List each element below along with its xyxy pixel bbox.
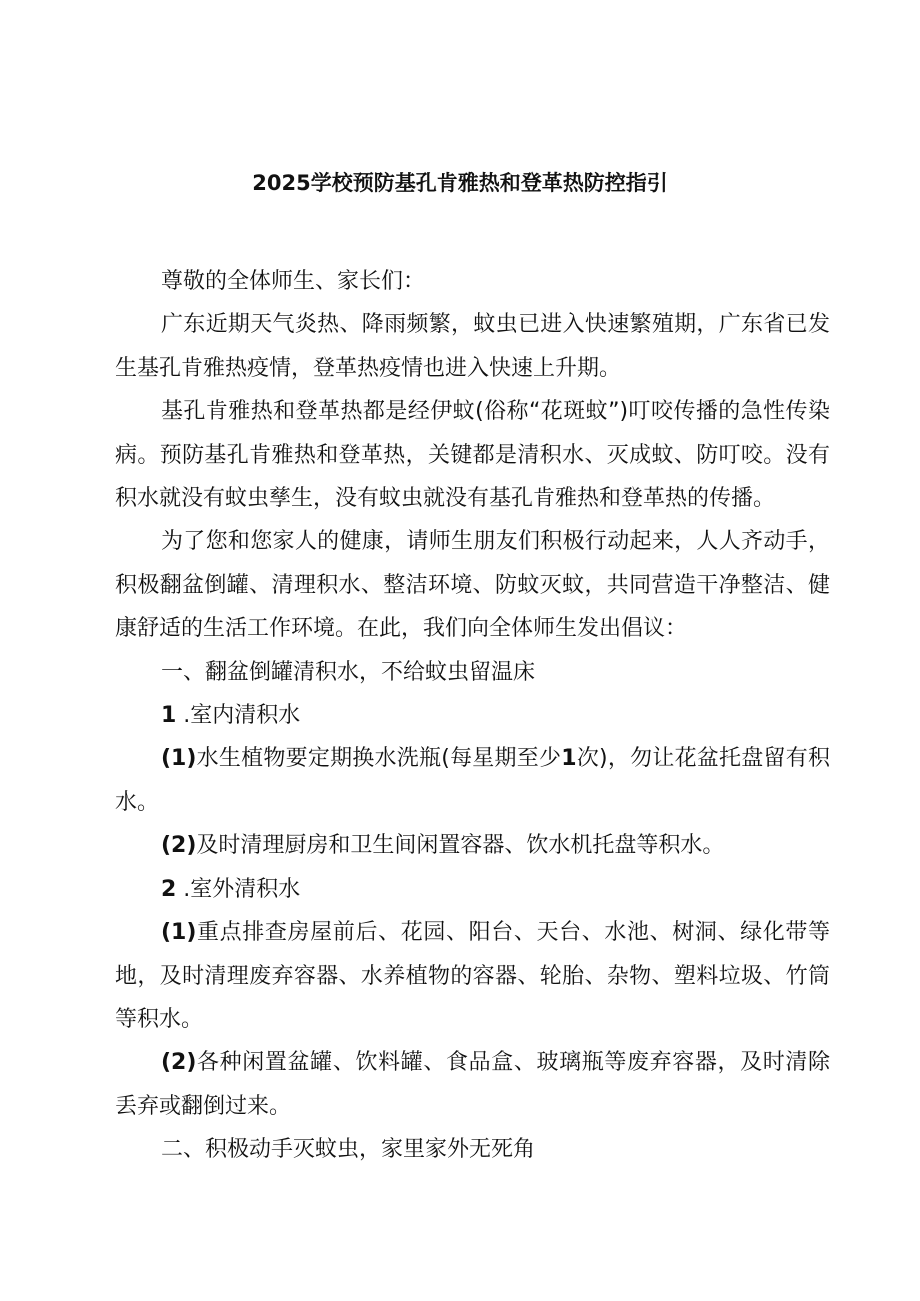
subheading-number: 2 [161, 876, 177, 902]
item-number: (2) [161, 833, 197, 859]
subheading-indoor [115, 694, 830, 737]
item-number: (1) [161, 746, 197, 772]
item-text: 各种闲置盆罐、饮料罐、食品盒、玻璃瓶等废弃容器，及时清除丢弃或翻倒过来。 [115, 1050, 830, 1119]
item-number: (2) [161, 1050, 197, 1076]
list-item [115, 824, 830, 867]
inline-number: 1 [561, 746, 577, 772]
salutation: 尊敬的全体师生、家长们： [161, 269, 426, 294]
document-body [115, 260, 830, 1172]
document-title: 2025学校预防基孔肯雅热和登革热防控指引 [252, 171, 668, 195]
item-text: 次)，勿让花盆托盘留有积水。 [115, 746, 830, 815]
paragraph-intro: 广东近期天气炎热、降雨频繁，蚊虫已进入快速繁殖期，广东省已发生基孔肯雅热疫情，登革热疫情也进入快速上升期。 [115, 312, 830, 381]
paragraph-disease: 基孔肯雅热和登革热都是经伊蚊(俗称“花斑蚊”)叮咬传播的急性传染病。预防基孔肯雅热和登革热，关键都是清积水、灭成蚊、防叮咬。没有积水就没有蚊虫孳生，没有蚊虫就没有基孔肯雅热和登革热的传播。 [115, 399, 830, 512]
subheading-label: .室内清积水 [176, 703, 301, 729]
list-item [115, 737, 830, 824]
item-text: 及时清理厨房和卫生间闲置容器、饮水机托盘等积水。 [196, 833, 725, 859]
subheading-number: 1 [161, 703, 177, 729]
paragraph-appeal: 为了您和您家人的健康，请师生朋友们积极行动起来，人人齐动手，积极翻盆倒罐、清理积水、整洁环境、防蚊灭蚊，共同营造干净整洁、健康舒适的生活工作环境。在此，我们向全体师生发出倡议： [115, 529, 830, 642]
item-number: (1) [161, 920, 197, 946]
list-item [115, 1041, 830, 1128]
item-text: 水生植物要定期换水洗瓶(每星期至少 [196, 746, 562, 772]
heading-section-two: 二、积极动手灭蚊虫，家里家外无死角 [161, 1137, 536, 1163]
heading-section-one: 一、翻盆倒罐清积水，不给蚊虫留温床 [161, 659, 536, 685]
subheading-label: .室外清积水 [176, 876, 301, 902]
subheading-outdoor [115, 868, 830, 911]
list-item [115, 911, 830, 1041]
item-text: 重点排查房屋前后、花园、阳台、天台、水池、树洞、绿化带等地，及时清理废弃容器、水养植物的容器、轮胎、杂物、塑料垃圾、竹筒等积水。 [115, 920, 830, 1032]
